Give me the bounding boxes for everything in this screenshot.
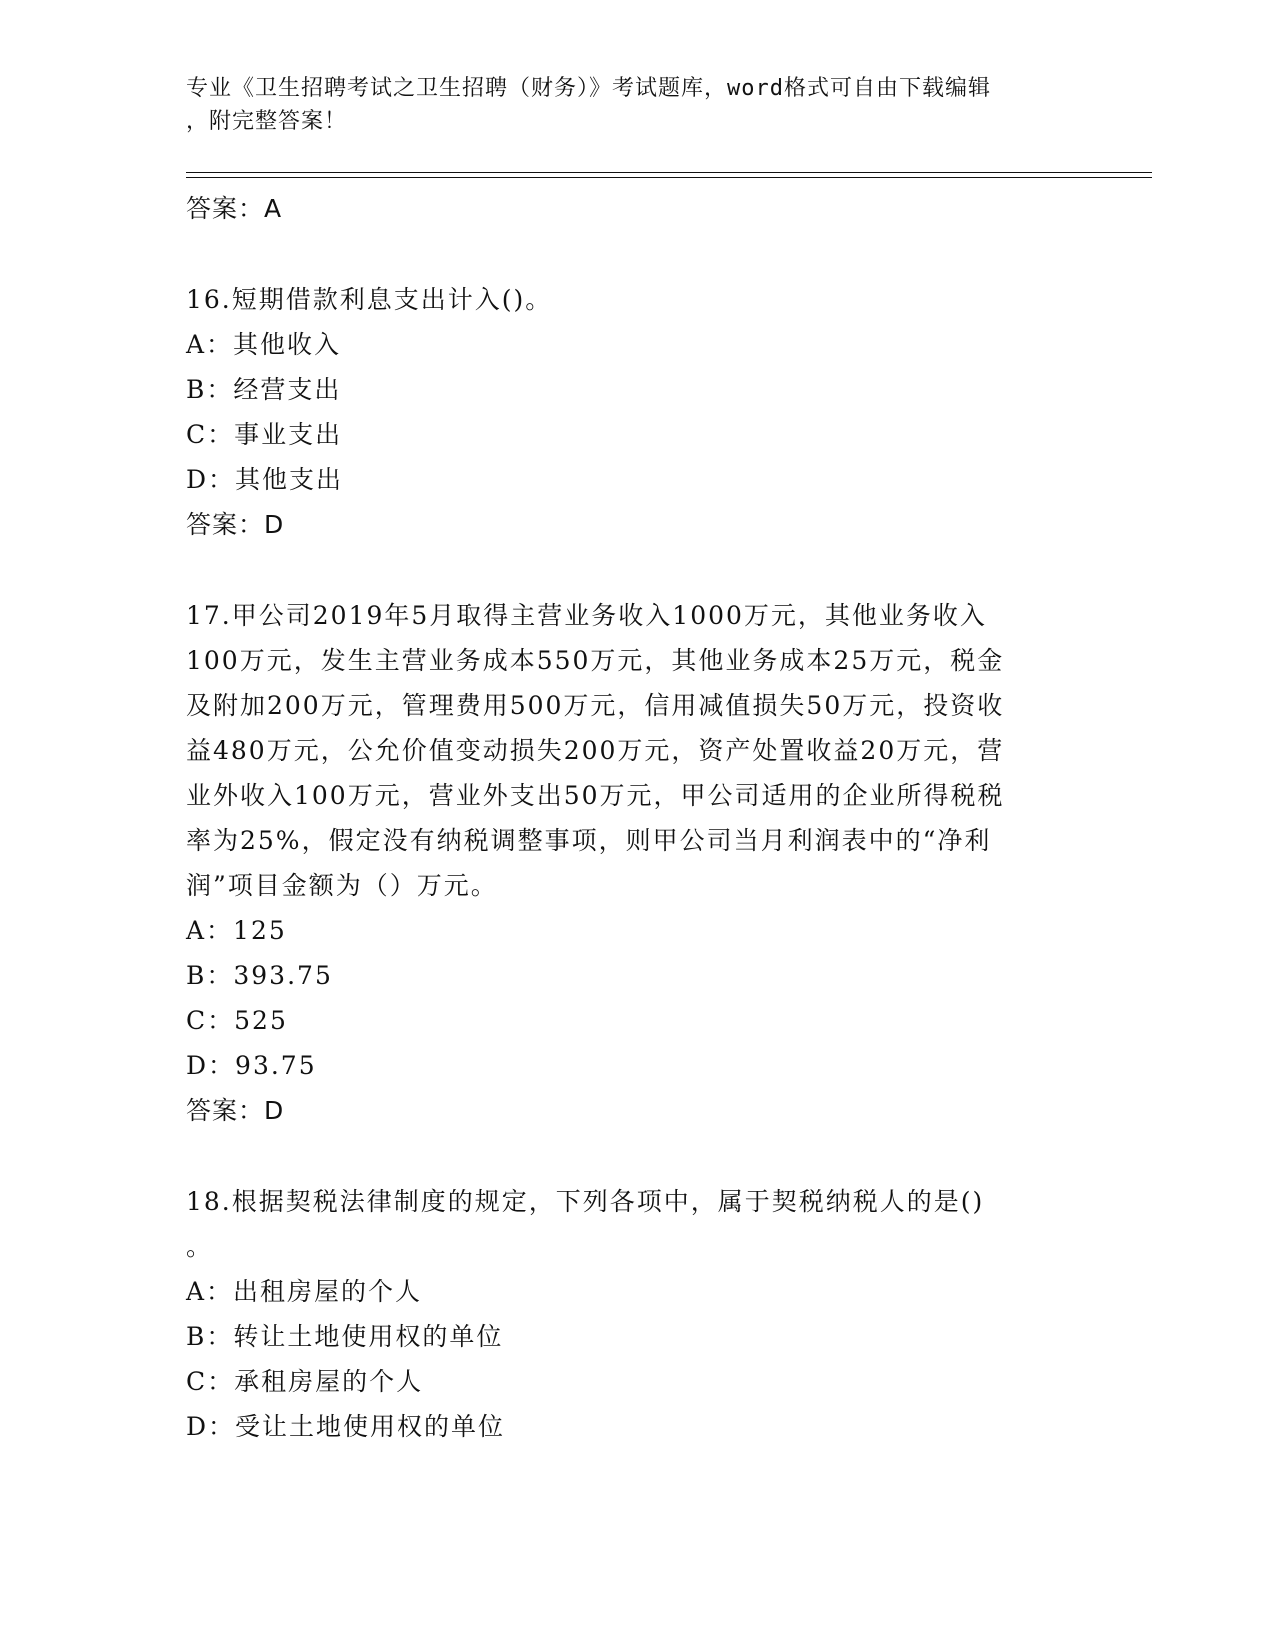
question-16 [186, 277, 1086, 547]
option-b: B：经营支出 [186, 375, 342, 404]
option-a: A：125 [186, 916, 287, 945]
header-line-1: 专业《卫生招聘考试之卫生招聘（财务）》考试题库，word格式可自由下载编辑 [186, 76, 991, 101]
question-text-line: 率为25%，假定没有纳税调整事项，则甲公司当月利润表中的“净利 [186, 826, 992, 855]
option-c: C：事业支出 [186, 420, 343, 449]
answer-label: 答案：D [186, 510, 285, 539]
question-17 [186, 593, 1086, 1133]
header-line-2: ，附完整答案！ [186, 109, 348, 134]
question-18 [186, 1179, 1086, 1449]
option-a: A：出租房屋的个人 [186, 1277, 423, 1306]
question-text-line: 。 [186, 1232, 214, 1261]
option-d: D：其他支出 [186, 465, 344, 494]
question-text-line: 及附加200万元，管理费用500万元，信用减值损失50万元，投资收 [186, 691, 1005, 720]
answer-label: 答案：A [186, 194, 283, 223]
header-rule-top [186, 172, 1152, 173]
question-text-line: 17.甲公司2019年5月取得主营业务收入1000万元，其他业务收入 [186, 601, 987, 630]
answer-label: 答案：D [186, 1096, 285, 1125]
question-text-line: 18.根据契税法律制度的规定，下列各项中，属于契税纳税人的是() [186, 1187, 985, 1216]
question-text-line: 100万元，发生主营业务成本550万元，其他业务成本25万元，税金 [186, 646, 1005, 675]
question-text-line: 16.短期借款利息支出计入()。 [186, 285, 553, 314]
header-rule-bottom [186, 177, 1152, 178]
question-content [186, 186, 1086, 1449]
option-c: C：承租房屋的个人 [186, 1367, 424, 1396]
option-b: B：393.75 [186, 961, 333, 990]
option-a: A：其他收入 [186, 330, 342, 359]
page-header [186, 72, 1076, 138]
option-d: D：93.75 [186, 1051, 317, 1080]
question-text-line: 业外收入100万元，营业外支出50万元，甲公司适用的企业所得税税 [186, 781, 1005, 810]
option-d: D：受让土地使用权的单位 [186, 1412, 506, 1441]
question-text-line: 益480万元，公允价值变动损失200万元，资产处置收益20万元，营 [186, 736, 1005, 765]
option-b: B：转让土地使用权的单位 [186, 1322, 504, 1351]
option-c: C：525 [186, 1006, 288, 1035]
question-text-line: 润”项目金额为（）万元。 [186, 871, 498, 900]
